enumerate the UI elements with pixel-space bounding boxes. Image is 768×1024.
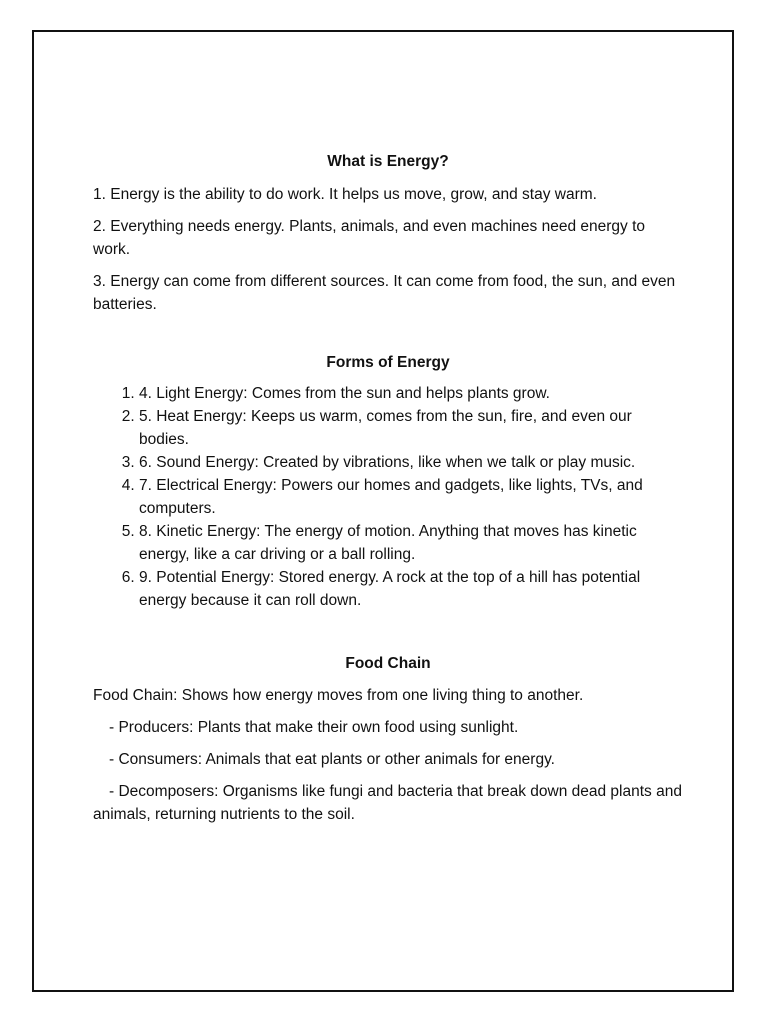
list-item: - Producers: Plants that make their own food using sunlight. bbox=[109, 719, 519, 736]
list-item: 4. 7. Electrical Energy: Powers our homes and gadgets, like lights, TVs, and computers. bbox=[139, 474, 683, 520]
list-item: 1. 4. Light Energy: Comes from the sun and helps plants grow. bbox=[139, 382, 683, 405]
section-heading: Food Chain bbox=[345, 655, 431, 672]
list-item: - Decomposers: Organisms like fungi and bacteria that break down dead plants and animals, returning nutrients to the soil. bbox=[93, 783, 682, 823]
list-item: 6. 9. Potential Energy: Stored energy. A rock at the top of a hill has potential energy because it can roll down. bbox=[139, 566, 683, 612]
section-food-chain bbox=[93, 652, 683, 826]
forms-list bbox=[93, 382, 683, 612]
list-item: 3. 6. Sound Energy: Created by vibrations, like when we talk or play music. bbox=[139, 451, 683, 474]
section-forms-of-energy bbox=[93, 351, 683, 612]
paragraph: Food Chain: Shows how energy moves from one living thing to another. bbox=[93, 687, 584, 704]
document-body bbox=[93, 150, 683, 835]
list-item: - Consumers: Animals that eat plants or other animals for energy. bbox=[109, 751, 555, 768]
section-heading: What is Energy? bbox=[327, 153, 449, 170]
section-heading: Forms of Energy bbox=[326, 354, 450, 371]
list-item: 5. 8. Kinetic Energy: The energy of motion. Anything that moves has kinetic energy, like a car driving or a ball rolling. bbox=[139, 520, 683, 566]
paragraph: 1. Energy is the ability to do work. It helps us move, grow, and stay warm. bbox=[93, 186, 597, 203]
paragraph: 2. Everything needs energy. Plants, animals, and even machines need energy to work. bbox=[93, 218, 646, 258]
list-item: 2. 5. Heat Energy: Keeps us warm, comes from the sun, fire, and even our bodies. bbox=[139, 405, 683, 451]
section-what-is-energy bbox=[93, 150, 683, 316]
paragraph: 3. Energy can come from different sources. It can come from food, the sun, and even batteries. bbox=[93, 273, 676, 313]
